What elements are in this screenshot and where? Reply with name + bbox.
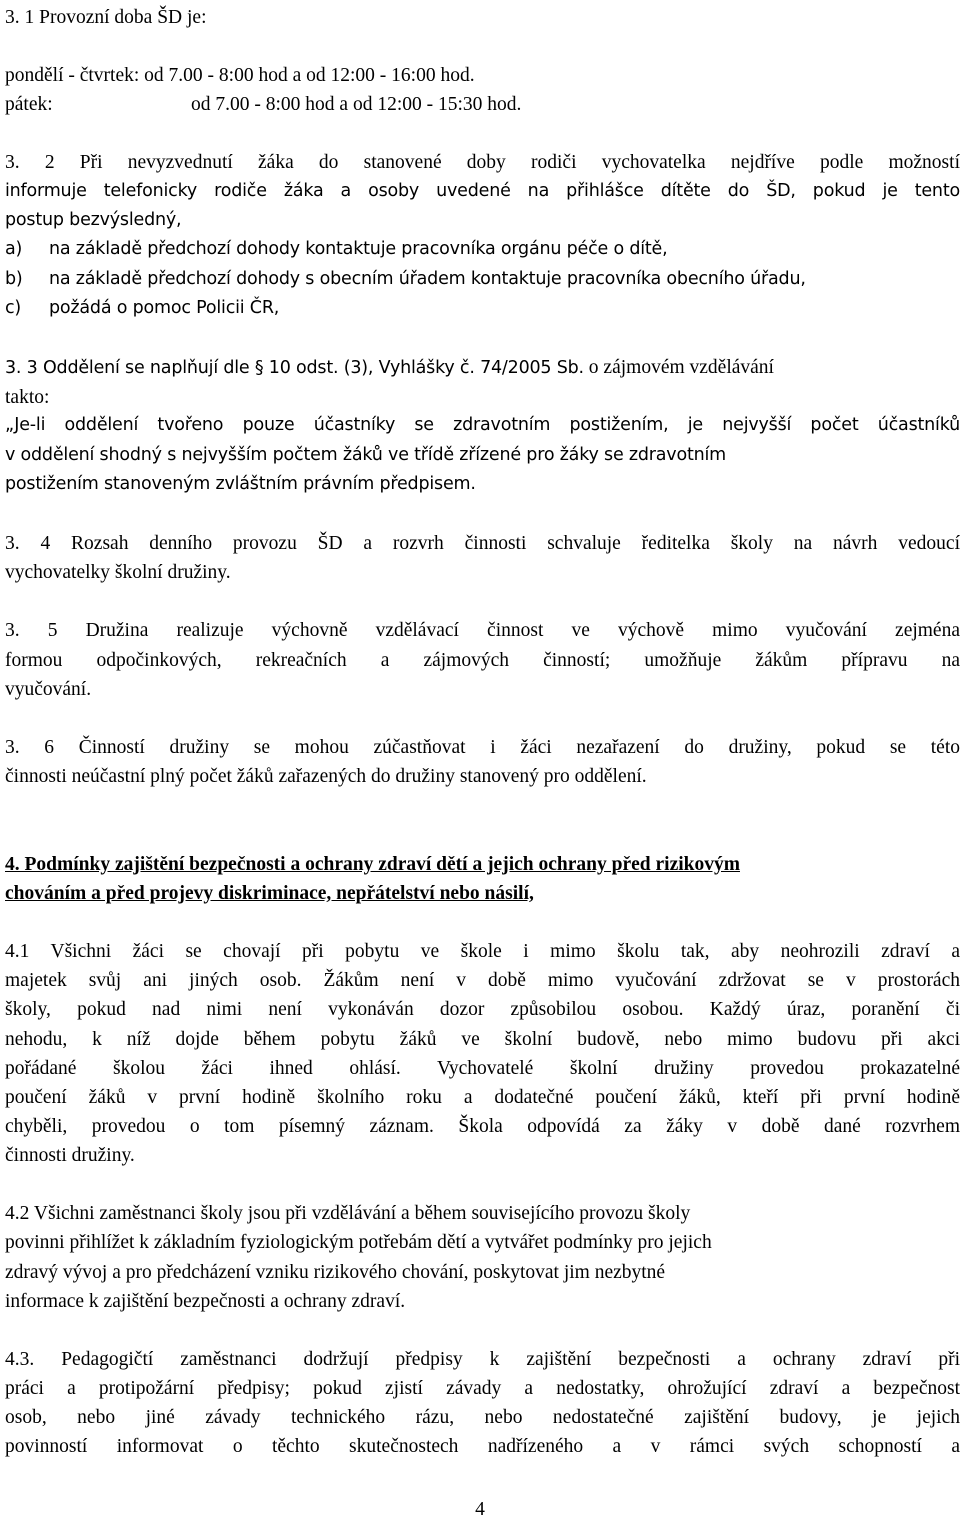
item-text: požádá o pomoc Policii ČR, [49,298,280,318]
section-4-1-line-5: pořádané školou žáci ihned ohlásí. Vychovatelé školní družiny provedou prokazatelné [5,1058,960,1079]
page-number: 4 [475,1499,485,1520]
section-4-1-line-2: majetek svůj ani jiných osob. Žákům není v době mimo vyučování zdržovat se v prostorách [5,970,960,991]
section-3-3-line-2: takto: [5,387,50,408]
section-3-5-line-1: 3. 5 Družina realizuje výchovně vzdělávací činnost ve výchově mimo vyučování zejména [5,620,960,641]
section-3-6-line-2: činnosti neúčastní plný počet žáků zařazených do družiny stanovený pro oddělení. [5,766,647,787]
section-4-2-line-1: 4.2 Všichni zaměstnanci školy jsou při vzdělávání a během souvisejícího provozu školy [5,1203,691,1224]
section-3-3-line-1 [5,358,774,378]
item-label: c) [5,298,22,318]
section-3-5-line-2: formou odpočinkových, rekreačních a zájmových činností; umožňuje žákům přípravu na [5,650,960,671]
hours-mon-thu-day: pondělí - čtvrtek: [5,65,140,86]
section-4-heading-line-1: 4. Podmínky zajištění bezpečnosti a ochrany zdraví dětí a jejich ochrany před rizikovým [5,854,740,875]
section-3-6-line-1: 3. 6 Činností družiny se mohou zúčastňovat i žáci nezařazení do družiny, pokud se této [5,737,960,758]
section-3-4-line-1: 3. 4 Rozsah denního provozu ŠD a rozvrh činnosti schvaluje ředitelka školy na návrh vedoucí [5,533,960,554]
hours-fri [5,95,521,115]
section-3-2-item-a [5,241,668,259]
section-4-1-line-7: chyběli, provedou o tom písemný záznam. Škola odpovídá za žáky v době dané rozvrhem [5,1116,960,1137]
section-3-5-line-3: vyučování. [5,679,92,700]
hours-fri-day: pátek: [5,94,53,115]
section-3-3-line-3: „Je-li oddělení tvořeno pouze účastníky se zdravotním postižením, je nejvyšší počet účastníků [5,415,960,435]
section-3-2-line-2: informuje telefonicky rodiče žáka a osoby uvedené na přihlášce dítěte do ŠD, pokud je tento [5,181,960,201]
hours-fri-time: od 7.00 - 8:00 hod a od 12:00 - 15:30 hod. [191,94,522,115]
section-3-2-item-c [5,300,279,318]
item-label: b) [5,269,23,289]
section-4-1-line-6: poučení žáků v první hodině školního roku a dodatečné poučení žáků, kteří při první hodině [5,1087,960,1108]
section-4-3-line-4: povinností informovat o těchto skutečnostech nadřízeného a v rámci svých schopností a [5,1436,960,1457]
hours-mon-thu [5,66,475,86]
item-text: na základě předchozí dohody s obecním úřadem kontaktuje pracovníka obecního úřadu, [49,269,806,289]
section-4-3-line-2: práci a protipožární předpisy; pokud zjistí závady a nedostatky, ohrožující zdraví a bezpečnost [5,1378,960,1399]
section-4-1-line-3: školy, pokud nad nimi není vykonáván dozor způsobilou osobou. Každý úraz, poranění či [5,999,960,1020]
section-3-3-line-1a: 3. 3 Oddělení se naplňují dle § 10 odst. (3), Vyhlášky č. 74/2005 Sb. [5,358,584,378]
section-3-4-line-2: vychovatelky školní družiny. [5,562,231,583]
section-4-2-line-2: povinni přihlížet k základním fyziologickým potřebám dětí a vytvářet podmínky pro jejich [5,1232,712,1253]
section-4-1-line-1: 4.1 Všichni žáci se chovají při pobytu ve škole i mimo školu tak, aby neohrozili zdraví a [5,941,960,962]
item-label: a) [5,239,23,259]
section-3-2-item-b [5,271,806,289]
section-4-2-line-3: zdravý vývoj a pro předcházení vzniku rizikového chování, poskytovat jim nezbytné [5,1262,666,1283]
hours-mon-thu-time: od 7.00 - 8:00 hod a od 12:00 - 16:00 hod. [144,65,475,86]
section-4-3-line-1: 4.3. Pedagogičtí zaměstnanci dodržují předpisy k zajištění bezpečnosti a ochrany zdraví při [5,1349,960,1370]
item-text: na základě předchozí dohody kontaktuje pracovníka orgánu péče o dítě, [49,239,668,259]
section-4-2-line-4: informace k zajištění bezpečnosti a ochrany zdraví. [5,1291,406,1312]
section-4-3-line-3: osob, nebo jiné závady technického rázu, nebo nedostatečné zajištění budovy, je jejich [5,1407,960,1428]
section-3-3-line-1b: o zájmovém vzdělávání [588,357,774,378]
section-3-3-line-5: postižením stanoveným zvláštním právním předpisem. [5,474,476,494]
section-4-1-line-8: činnosti družiny. [5,1145,135,1166]
section-3-2-line-3: postup bezvýsledný, [5,210,182,230]
section-4-1-line-4: nehodu, k níž dojde během pobytu žáků ve školní budově, nebo mimo budovu při akci [5,1029,960,1050]
section-3-2-line-1: 3. 2 Při nevyzvednutí žáka do stanovené doby rodiči vychovatelka nejdříve podle možností [5,152,960,173]
section-3-1-heading: 3. 1 Provozní doba ŠD je: [5,7,207,28]
section-4-heading-line-2: chováním a před projevy diskriminace, nepřátelství nebo násilí, [5,883,534,904]
section-3-3-line-4: v oddělení shodný s nejvyšším počtem žáků ve třídě zřízené pro žáky se zdravotním [5,445,727,465]
